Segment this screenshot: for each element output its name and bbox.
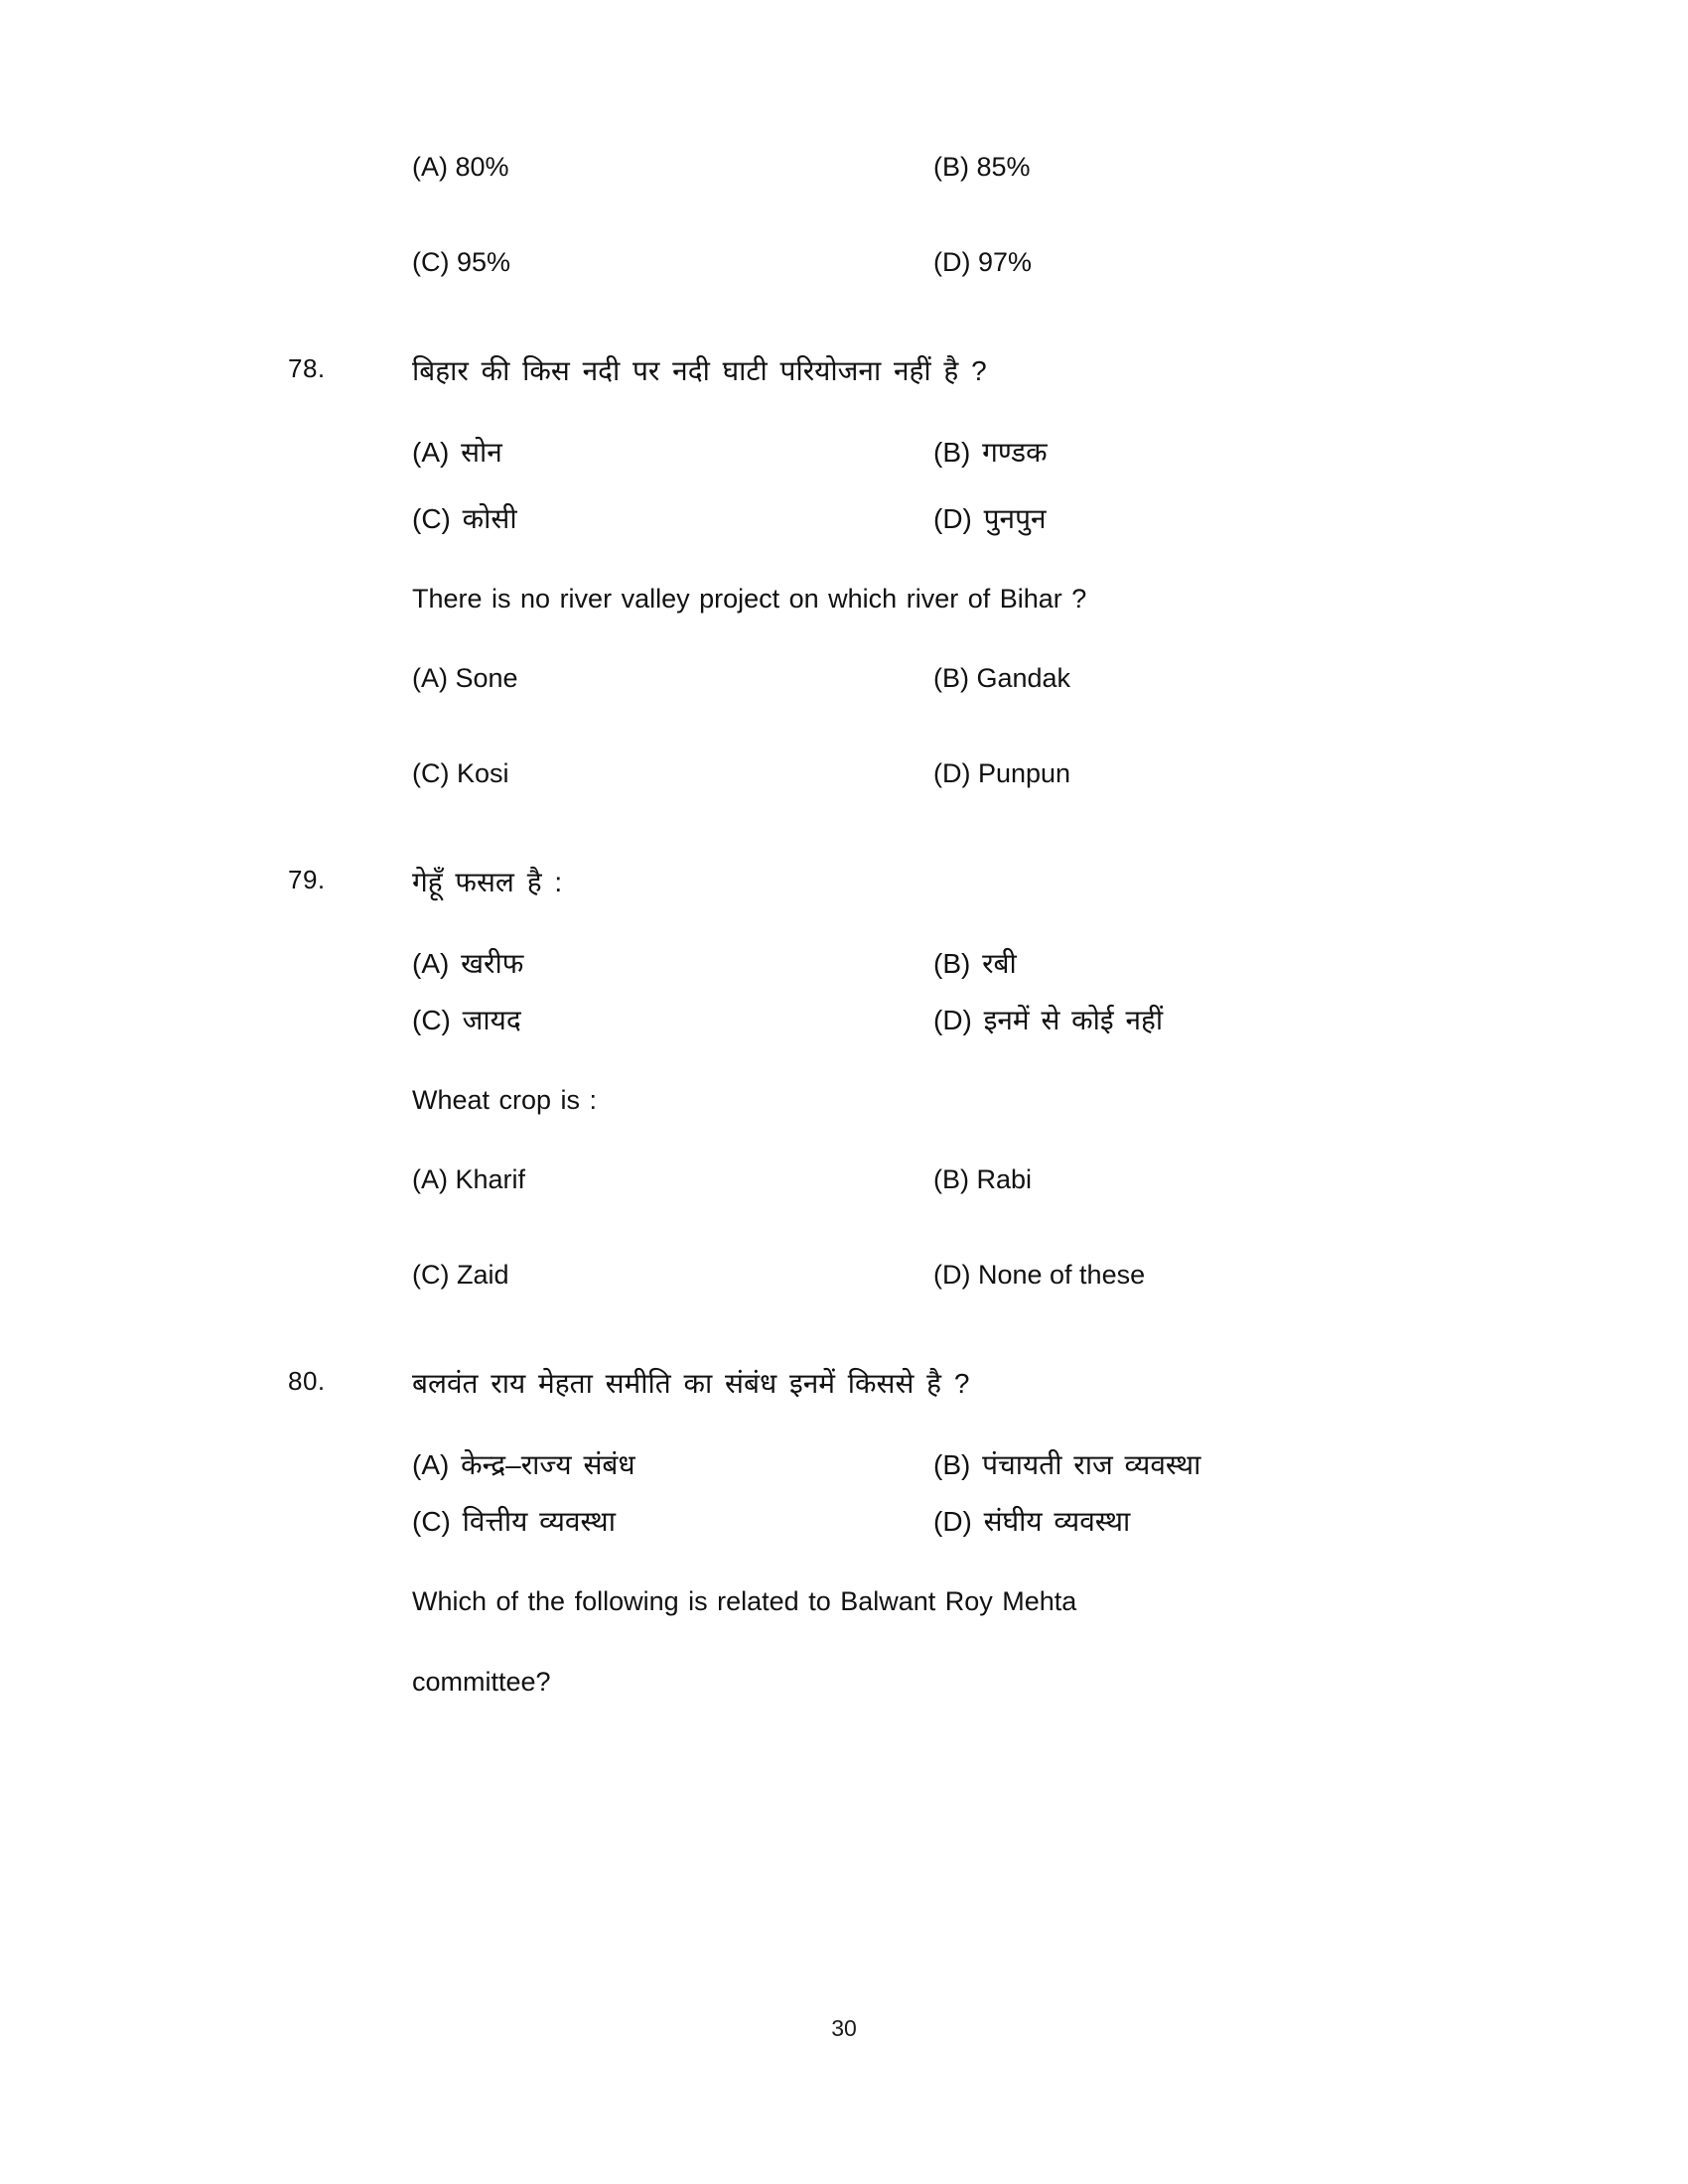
option-d-english-79[interactable]: (D) None of these [933, 1260, 1146, 1291]
question-stem-row-hindi-79 [288, 863, 1475, 902]
question-text-hindi-78: बिहार की किस नदी पर नदी घाटी परियोजना नहीं है ? [412, 354, 987, 386]
option-d-hindi-80[interactable]: (D) संघीय व्यवस्था [933, 1506, 1131, 1537]
page-number: 30 [831, 2015, 857, 2041]
option-c-hindi-80[interactable]: (C) वित्तीय व्यवस्था [412, 1506, 616, 1537]
option-row-ab [412, 149, 1475, 187]
question-number-80: 80. [288, 1365, 326, 1396]
option-row-english-cd-79 [412, 1257, 1475, 1295]
option-b[interactable]: (B) 85% [933, 152, 1031, 182]
question-block-80 [288, 1364, 1475, 1703]
option-b-hindi-79[interactable]: (B) रबी [933, 947, 1017, 979]
option-row-hindi-ab-78 [412, 433, 1475, 472]
option-row-hindi-cd-79 [412, 1001, 1475, 1039]
option-a-hindi-79[interactable]: (A) खरीफ [412, 947, 524, 979]
option-d-hindi-78[interactable]: (D) पुनपुन [933, 502, 1047, 534]
question-text-english-80-line1: Which of the following is related to Balwant Roy Mehta [412, 1586, 1077, 1617]
option-row-english-ab-79 [412, 1161, 1475, 1199]
option-row-hindi-cd-80 [412, 1502, 1475, 1541]
option-b-english-78[interactable]: (B) Gandak [933, 663, 1071, 694]
question-text-hindi-79: गेहूँ फसल है : [412, 866, 563, 897]
option-c-hindi-79[interactable]: (C) जायद [412, 1004, 521, 1035]
option-d[interactable]: (D) 97% [933, 246, 1033, 277]
option-c[interactable]: (C) 95% [412, 246, 511, 277]
option-b-hindi-80[interactable]: (B) पंचायती राज व्यवस्था [933, 1448, 1201, 1480]
option-row-english-ab-78 [412, 660, 1475, 698]
option-c-hindi-78[interactable]: (C) कोसी [412, 502, 517, 534]
question-stem-row-hindi-78 [288, 351, 1475, 391]
option-c-english-79[interactable]: (C) Zaid [412, 1260, 509, 1291]
question-text-english-80-line2: committee? [412, 1667, 551, 1698]
question-text-hindi-80: बलवंत राय मेहता समीति का संबंध इनमें किससे है ? [412, 1367, 970, 1399]
question-block-79 [288, 863, 1475, 1295]
option-row-hindi-cd-78 [412, 499, 1475, 538]
question-number-79: 79. [288, 864, 326, 894]
question-list [288, 149, 1475, 1702]
option-d-english-78[interactable]: (D) Punpun [933, 757, 1071, 788]
option-a-english-79[interactable]: (A) Kharif [412, 1164, 526, 1195]
question-number-78: 78. [288, 352, 326, 383]
question-stem-row-hindi-80 [288, 1364, 1475, 1404]
option-b-english-79[interactable]: (B) Rabi [933, 1164, 1033, 1195]
question-block-carryover [293, 149, 1475, 282]
option-d-hindi-79[interactable]: (D) इनमें से कोई नहीं [933, 1004, 1164, 1035]
option-a-english-78[interactable]: (A) Sone [412, 663, 518, 694]
option-row-hindi-ab-79 [412, 944, 1475, 983]
option-b-hindi-78[interactable]: (B) गण्डक [933, 436, 1048, 468]
option-row-hindi-ab-80 [412, 1445, 1475, 1484]
option-c-english-78[interactable]: (C) Kosi [412, 757, 509, 788]
option-row-cd [412, 244, 1475, 282]
option-row-english-cd-78 [412, 755, 1475, 793]
option-a[interactable]: (A) 80% [412, 152, 509, 182]
option-a-hindi-80[interactable]: (A) केन्द्र–राज्य संबंध [412, 1448, 635, 1480]
question-text-english-78: There is no river valley project on which river of Bihar ? [412, 583, 1087, 614]
option-a-hindi-78[interactable]: (A) सोन [412, 436, 502, 468]
question-block-78 [288, 351, 1475, 793]
question-text-english-79: Wheat crop is : [412, 1085, 598, 1116]
